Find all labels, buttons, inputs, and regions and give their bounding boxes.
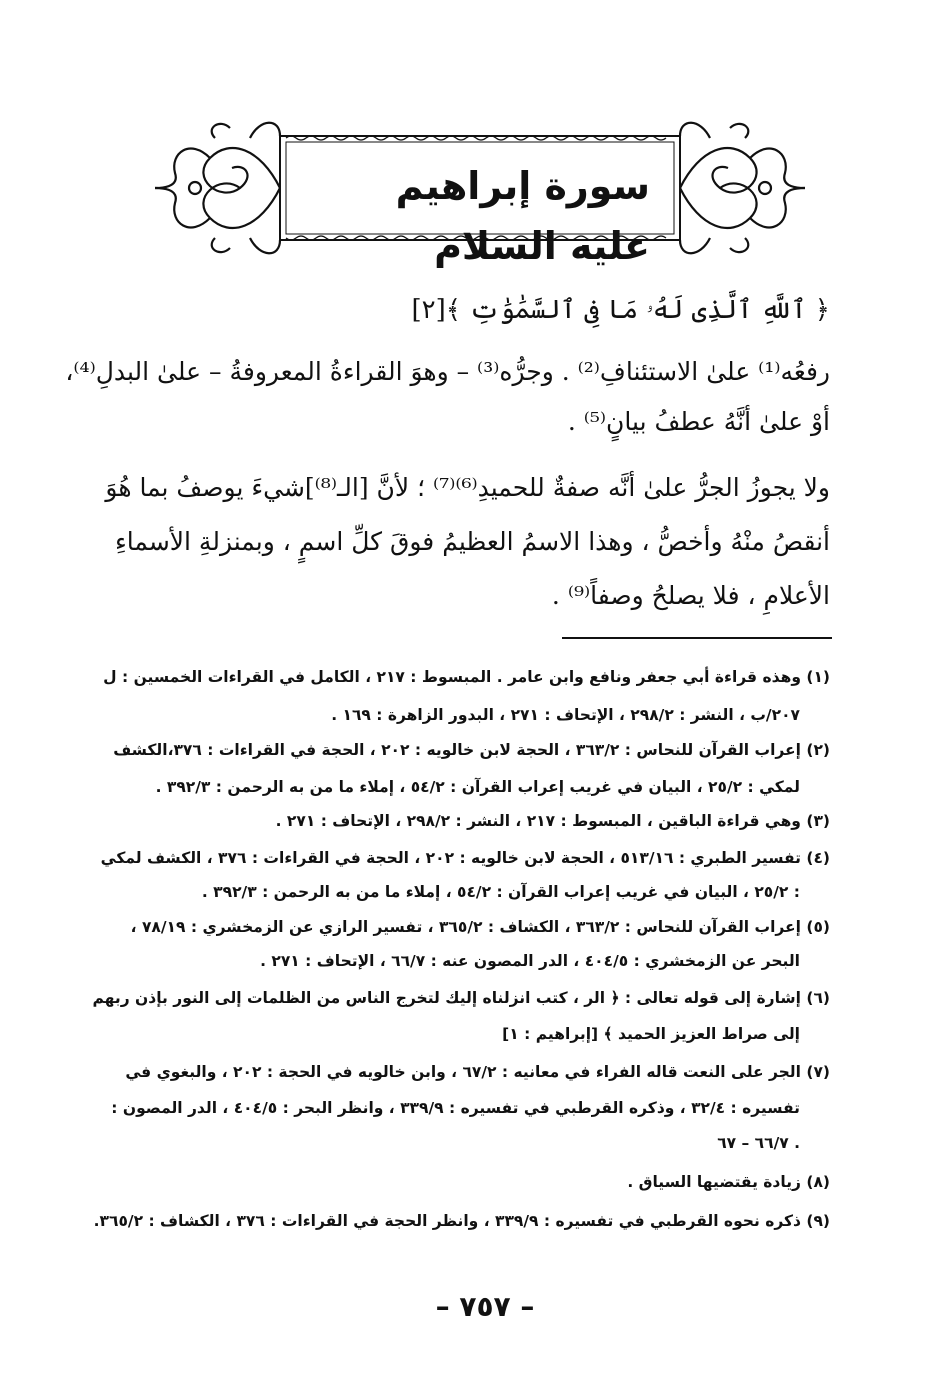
body-line: الأعلامِ ، فلا يصلحُ وصفاً⁽⁹⁾ . (551, 581, 830, 610)
footnote-line: (٧) الجر على النعت قاله الفراء في معانيه : ٦٧/٢ ، وابن خالويه في الحجة : ٢٠٢ ، والبغوي في (125, 1063, 830, 1081)
footnote-line: تفسيره : ٣٢/٤ ، وذكره القرطبي في تفسيره : ٣٣٩/٩ ، وانظر البحر : ٤٠٤/٥ ، الدر المصون : (111, 1099, 800, 1117)
page-number: – ٧٥٧ – (435, 1290, 535, 1323)
footnote-line: : ٢٥/٢ ، البيان في غريب إعراب القرآن : ٥٤/٢ ، إملاء ما من به الرحمن : ٣٩٢/٣ . (201, 883, 800, 901)
footnote-line: (١) وهذه قراءة أبي جعفر ونافع وابن عامر . المبسوط : ٢١٧ ، الكامل في القراءات الخمسين : ل (103, 668, 830, 686)
footnote-line: البحر عن الزمخشري : ٤٠٤/٥ ، الدر المصون عنه : ٦٦/٧ ، الإتحاف : ٢٧١ . (260, 952, 800, 970)
footnote-line: (٣) وهي قراءة الباقين ، المبسوط : ٢١٧ ، النشر : ٢٩٨/٢ ، الإتحاف : ٢٧١ . (275, 812, 830, 830)
body-line: أنقصُ منْهُ وأخصُّ ، وهذا الاسمُ العظيمُ فوقَ كلِّ اسمٍ ، وبمنزلةِ الأسماءِ (115, 527, 830, 556)
body-line: ولا يجوزُ الجرُّ علىٰ أنَّه صفةٌ للحميدِ⁽⁶⁾⁽⁷⁾ ؛ لأنَّ [الـ⁽⁸⁾]شيءَ يوصفُ بما هُوَ (105, 473, 830, 502)
surah-title-frame (150, 108, 810, 268)
footnote-line: (٦) إشارة إلى قوله تعالى : ﴿ الر ، كتب انزلناه إليك لتخرج الناس من الظلمات إلى النور بإذن ربهم (92, 989, 830, 1007)
footnote-line: (٨) زيادة يقتضيها السياق . (627, 1173, 830, 1191)
footnote-line: إلى صراط العزيز الحميد ﴾ [إبراهيم : ١] (502, 1025, 800, 1043)
verse-line: ﴿ ٱللَّهِ ٱلَّذِى لَهُۥ مَا فِى ٱلسَّمَٰوَٰتِ ﴾[٢] (411, 295, 830, 325)
footnote-line: (٢) إعراب القرآن للنحاس : ٣٦٣/٢ ، الحجة لابن خالويه : ٢٠٢ ، الحجة في القراءات : ٣٧٦،الكشف (113, 741, 830, 759)
surah-title: سورة إبراهيم عليه السلام (395, 164, 650, 268)
footnote-line: ٢٠٧/ب ، النشر : ٢٩٨/٢ ، الإتحاف : ٢٧١ ، البدور الزاهرة : ١٦٩ . (331, 706, 800, 724)
footnote-line: لمكي : ٢٥/٢ ، البيان في غريب إعراب القرآن : ٥٤/٢ ، إملاء ما من به الرحمن : ٣٩٢/٣ . (155, 778, 800, 796)
footnote-line: ٦٦/٧ – ٦٧ . (717, 1134, 800, 1152)
footnote-line: (٤) تفسير الطبري : ٥١٣/١٦ ، الحجة لابن خالويه : ٢٠٢ ، الحجة في القراءات : ٣٧٦ ، الكشف لمكي (100, 849, 830, 867)
footnote-line: (٩) ذكره نحوه القرطبي في تفسيره : ٣٣٩/٩ ، وانظر الحجة في القراءات : ٣٧٦ ، الكشاف : ٣٦٥/٢. (93, 1212, 830, 1230)
body-line: أوْ علىٰ أنَّهُ عطفُ بيانٍ⁽⁵⁾ . (567, 407, 830, 436)
body-line: رفعُه⁽¹⁾ علىٰ الاستئنافِ⁽²⁾ . وجرُّه⁽³⁾ – وهوَ القراءةُ المعروفةُ – علىٰ البدلِ⁽⁴⁾، (65, 357, 830, 386)
footnote-line: (٥) إعراب القرآن للنحاس : ٣٦٣/٢ ، الكشاف : ٣٦٥/٢ ، تفسير الرازي عن الزمخشري : ٧٨/١٩ ، (130, 918, 830, 936)
footnote-divider (562, 637, 832, 639)
